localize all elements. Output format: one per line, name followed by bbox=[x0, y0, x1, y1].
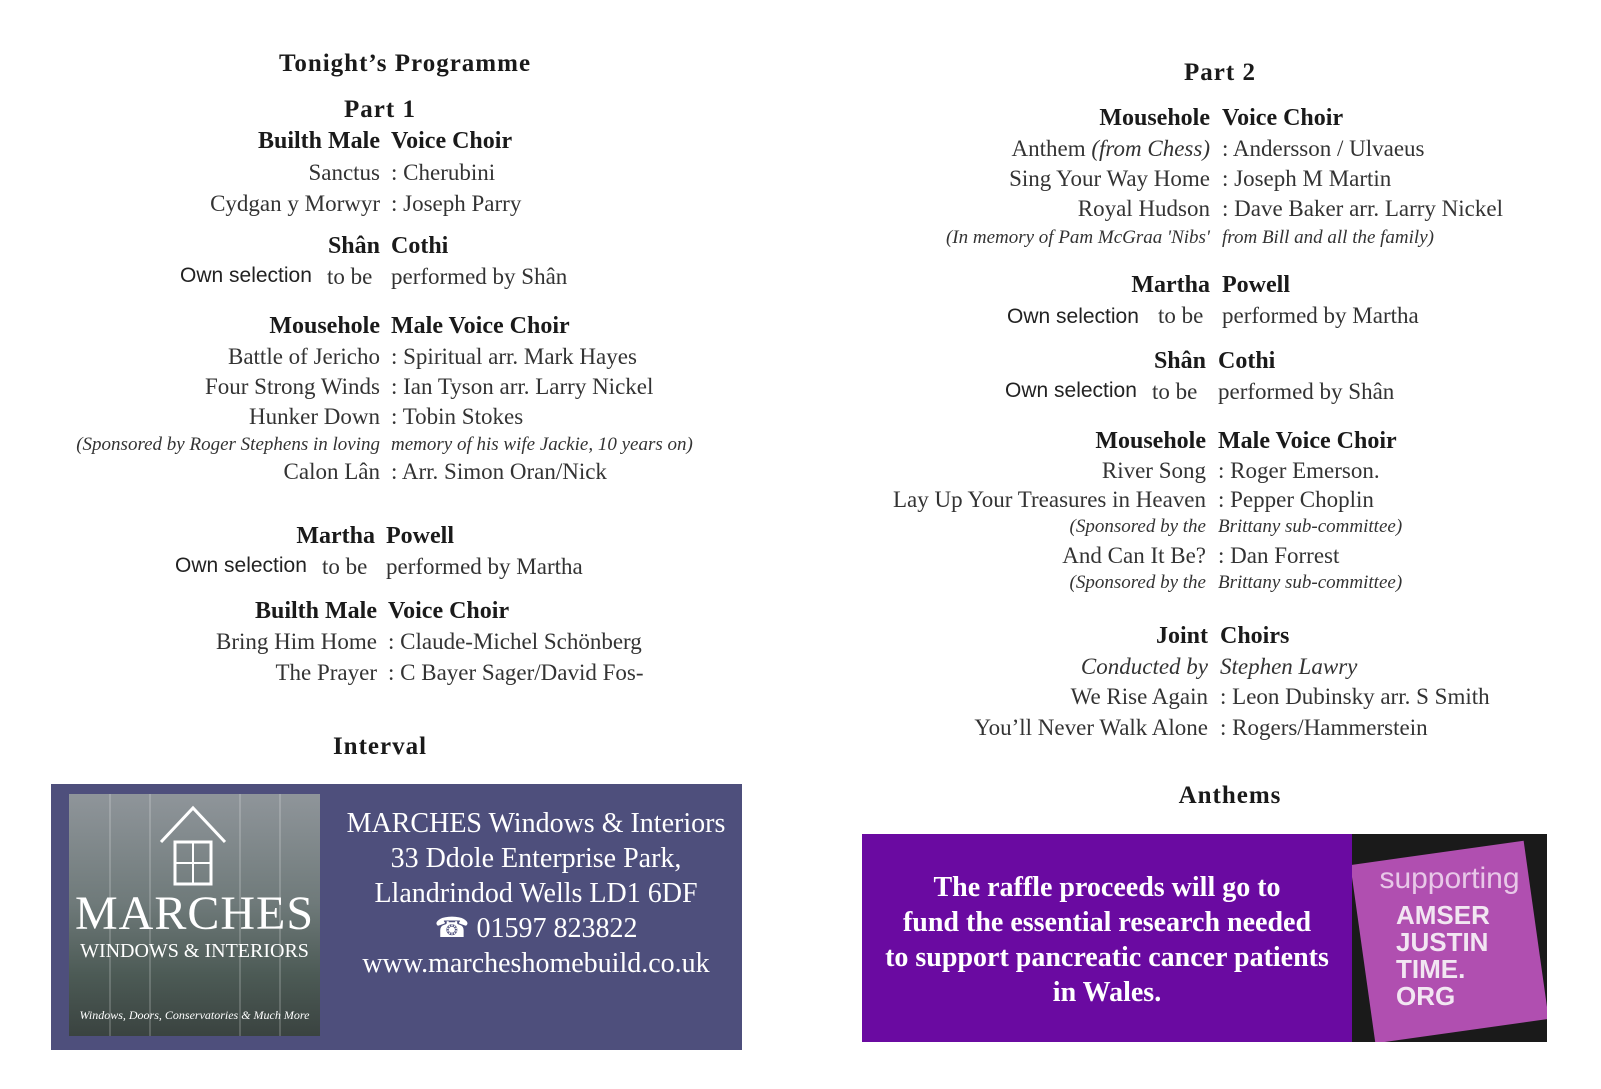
performer-last-name: Cothi bbox=[1218, 348, 1276, 374]
choir-name-right: Voice Choir bbox=[388, 598, 510, 624]
choir-name-right: Voice Choir bbox=[391, 128, 513, 154]
song-composer: : Arr. Simon Oran/Nick bbox=[391, 459, 607, 484]
song-composer: : Joseph Parry bbox=[391, 191, 522, 216]
song-title: Calon Lân bbox=[283, 459, 380, 484]
sponsor-note-right: Brittany sub-committee) bbox=[1218, 572, 1403, 593]
part-2-heading: Part 2 bbox=[1184, 59, 1256, 86]
selection-performer: performed by Martha bbox=[1222, 303, 1419, 328]
song-title: Bring Him Home bbox=[216, 629, 377, 654]
programme-title: Tonight’s Programme bbox=[278, 50, 532, 77]
marches-address-2: Llandrindod Wells LD1 6DF bbox=[374, 878, 698, 909]
selection-performer: performed by Shân bbox=[1218, 379, 1395, 404]
choir-name-left: Builth Male bbox=[254, 598, 377, 624]
song-composer: : Pepper Choplin bbox=[1218, 487, 1374, 512]
song-title: We Rise Again bbox=[1070, 684, 1208, 709]
logo-org-name: AMSER JUSTIN TIME. ORG bbox=[1396, 900, 1490, 1011]
marches-logo-brand: MARCHES bbox=[74, 887, 315, 940]
song-title: Sing Your Way Home bbox=[1009, 166, 1210, 191]
song-composer: : Dave Baker arr. Larry Nickel bbox=[1222, 196, 1503, 221]
selection-middle: to be bbox=[1158, 303, 1204, 328]
memory-note-left: (In memory of Pam McGraa 'Nibs' bbox=[945, 227, 1210, 248]
part-1-heading: Part 1 bbox=[344, 96, 416, 123]
marches-address-1: 33 Ddole Enterprise Park, bbox=[390, 843, 682, 874]
song-title: Royal Hudson bbox=[1077, 196, 1210, 221]
marches-logo-tagline: Windows, Doors, Conservatories & Much More bbox=[79, 1008, 310, 1022]
selection-middle: to be bbox=[327, 264, 373, 289]
selection-label: Own selection bbox=[175, 554, 307, 577]
selection-label: Own selection bbox=[1007, 305, 1139, 328]
song-title: Sanctus bbox=[308, 160, 380, 185]
song-composer: : Tobin Stokes bbox=[391, 404, 524, 429]
selection-performer: performed by Shân bbox=[391, 264, 568, 289]
song-title: Hunker Down bbox=[249, 404, 380, 429]
performer-last-name: Powell bbox=[1222, 272, 1290, 298]
selection-label: Own selection bbox=[1005, 379, 1137, 402]
song-title: Lay Up Your Treasures in Heaven bbox=[892, 487, 1206, 512]
song-title: River Song bbox=[1101, 458, 1206, 483]
interval-heading: Interval bbox=[332, 733, 428, 760]
performer-first-name: Martha bbox=[1131, 272, 1210, 298]
choir-name-left: Mousehole bbox=[1095, 428, 1206, 454]
song-composer: : Roger Emerson. bbox=[1218, 458, 1380, 483]
raffle-line-3: to support pancreatic cancer patients bbox=[885, 942, 1329, 973]
song-composer: : Leon Dubinsky arr. S Smith bbox=[1220, 684, 1490, 709]
choir-name-right: Male Voice Choir bbox=[1218, 428, 1397, 454]
song-composer: : Spiritual arr. Mark Hayes bbox=[391, 344, 637, 369]
performer-first-name: Shân bbox=[1153, 348, 1206, 374]
logo-supporting: supporting bbox=[1379, 862, 1520, 895]
anthems-heading: Anthems bbox=[1178, 782, 1282, 809]
selection-performer: performed by Martha bbox=[386, 554, 583, 579]
song-title: Battle of Jericho bbox=[227, 344, 380, 369]
song-title: Anthem (from Chess) bbox=[1011, 136, 1210, 161]
house-logo-icon bbox=[157, 802, 229, 890]
song-composer: : Claude-Michel Schönberg bbox=[388, 629, 642, 654]
raffle-line-2: fund the essential research needed bbox=[902, 907, 1312, 938]
choir-name-right: Male Voice Choir bbox=[391, 313, 570, 339]
marches-contact bbox=[331, 806, 741, 981]
sponsor-note-left: (Sponsored by the bbox=[1069, 516, 1206, 537]
song-composer: : Dan Forrest bbox=[1218, 543, 1340, 568]
marches-name: MARCHES Windows & Interiors bbox=[346, 808, 726, 839]
performer-first-name: Martha bbox=[296, 523, 375, 549]
song-composer: : Rogers/Hammerstein bbox=[1220, 715, 1428, 740]
memory-note-right: from Bill and all the family) bbox=[1222, 227, 1434, 248]
sponsor-note-left: (Sponsored by the bbox=[1069, 572, 1206, 593]
marches-advert bbox=[51, 784, 742, 1050]
selection-label: Own selection bbox=[180, 264, 312, 287]
raffle-line-1: The raffle proceeds will go to bbox=[933, 872, 1281, 903]
song-composer: : C Bayer Sager/David Fos- bbox=[388, 660, 644, 685]
marches-phone-number: 01597 823822 bbox=[476, 913, 638, 944]
choir-name-left: Mousehole bbox=[269, 313, 380, 339]
song-composer: : Joseph M Martin bbox=[1222, 166, 1392, 191]
choir-name-left: Joint bbox=[1155, 623, 1208, 649]
conductor-name: Stephen Lawry bbox=[1220, 654, 1358, 679]
raffle-line-4: in Wales. bbox=[1052, 977, 1162, 1008]
song-title: The Prayer bbox=[275, 660, 377, 685]
choir-name-right: Choirs bbox=[1220, 623, 1290, 649]
choir-name-right: Voice Choir bbox=[1222, 105, 1344, 131]
selection-middle: to be bbox=[1152, 379, 1198, 404]
performer-last-name: Cothi bbox=[391, 233, 449, 259]
marches-logo-sub: WINDOWS & INTERIORS bbox=[80, 940, 309, 962]
song-composer: : Cherubini bbox=[391, 160, 496, 185]
song-title: And Can It Be? bbox=[1062, 543, 1206, 568]
performer-first-name: Shân bbox=[327, 233, 380, 259]
performer-last-name: Powell bbox=[386, 523, 454, 549]
raffle-advert bbox=[862, 834, 1547, 1042]
marches-website: www.marcheshomebuild.co.uk bbox=[362, 948, 710, 979]
sponsor-note-left: (Sponsored by Roger Stephens in loving bbox=[76, 434, 380, 455]
song-title: You’ll Never Walk Alone bbox=[974, 715, 1208, 740]
song-composer: : Andersson / Ulvaeus bbox=[1222, 136, 1425, 161]
sponsor-note-right: Brittany sub-committee) bbox=[1218, 516, 1403, 537]
conductor-label: Conducted by bbox=[1080, 654, 1208, 679]
song-title: Four Strong Winds bbox=[204, 374, 380, 399]
selection-middle: to be bbox=[322, 554, 368, 579]
marches-photo bbox=[69, 794, 320, 1036]
choir-name-left: Mousehole bbox=[1099, 105, 1210, 131]
choir-name-left: Builth Male bbox=[257, 128, 380, 154]
song-title: Cydgan y Morwyr bbox=[210, 191, 380, 216]
phone-icon: ☎ bbox=[434, 913, 470, 944]
raffle-text bbox=[862, 870, 1352, 1010]
song-composer: : Ian Tyson arr. Larry Nickel bbox=[391, 374, 654, 399]
sponsor-note-right: memory of his wife Jackie, 10 years on) bbox=[391, 434, 693, 455]
marches-phone bbox=[331, 911, 741, 946]
amser-justin-time-logo bbox=[1352, 834, 1547, 1042]
